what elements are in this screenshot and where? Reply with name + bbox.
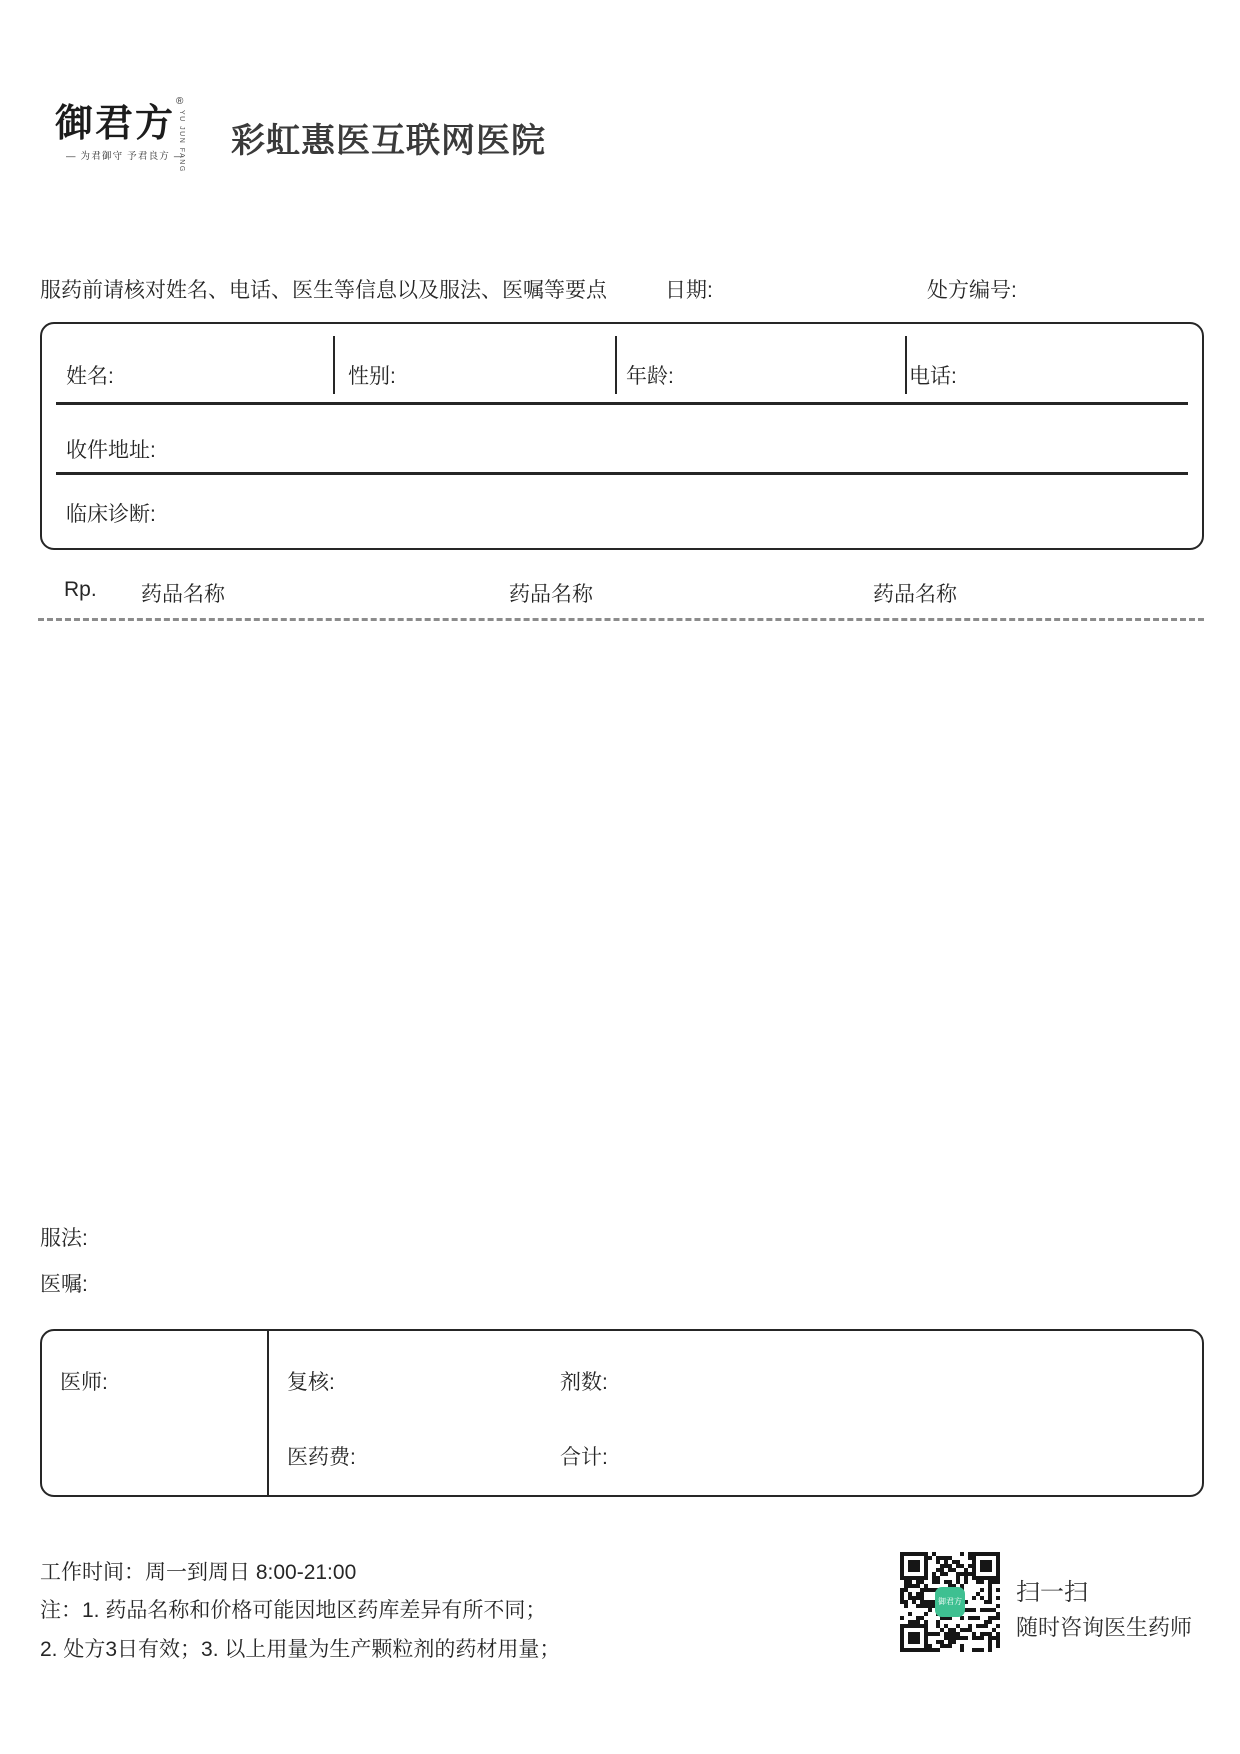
scan-label: 扫一扫 (1016, 1579, 1088, 1606)
column-divider (615, 336, 617, 394)
review-label: 复核: (287, 1371, 335, 1394)
doctor-label: 医师: (60, 1371, 108, 1394)
usage-method-label: 服法: (40, 1227, 88, 1250)
qr-badge-text: 御君方 (938, 1597, 962, 1606)
drug-name-column-header: 药品名称 (873, 583, 957, 606)
prescription-number-label: 处方编号: (927, 279, 1017, 302)
shipping-address-label: 收件地址: (66, 439, 156, 462)
column-divider (333, 336, 335, 394)
gender-field-label: 性别: (348, 365, 396, 388)
brand-logo (55, 100, 176, 145)
doctor-advice-label: 医嘱: (40, 1273, 88, 1296)
hospital-title: 彩虹惠医互联网医院 (231, 122, 546, 160)
total-label: 合计: (560, 1446, 608, 1469)
row-divider (56, 472, 1188, 475)
date-label: 日期: (665, 279, 713, 302)
consult-label: 随时咨询医生药师 (1016, 1615, 1193, 1640)
registered-trademark-icon: ® (176, 96, 184, 107)
doses-label: 剂数: (560, 1371, 608, 1394)
footnote-line2: 2. 处方3日有效；3. 以上用量为生产颗粒剂的药材用量； (40, 1638, 561, 1661)
brand-logo-text: 御君方 (55, 100, 176, 145)
column-divider (267, 1331, 269, 1495)
work-hours-text: 工作时间：周一到周日 8:00-21:00 (40, 1561, 357, 1584)
drug-name-column-header: 药品名称 (141, 583, 225, 606)
clinical-diagnosis-label: 临床诊断: (66, 503, 156, 526)
medicine-fee-label: 医药费: (287, 1446, 356, 1469)
column-divider (905, 336, 907, 394)
name-field-label: 姓名: (66, 365, 114, 388)
row-divider (56, 402, 1188, 405)
signature-fee-box (40, 1329, 1204, 1497)
verification-notice: 服药前请核对姓名、电话、医生等信息以及服法、医嘱等要点 (40, 279, 607, 302)
drug-name-column-header: 药品名称 (509, 583, 593, 606)
rp-label: Rp. (64, 578, 97, 601)
patient-info-box (40, 322, 1204, 550)
brand-pinyin: YU JUN FANG (178, 110, 185, 173)
qr-center-logo-badge (935, 1587, 965, 1617)
age-field-label: 年龄: (626, 365, 674, 388)
phone-field-label: 电话: (909, 365, 957, 388)
brand-tagline: — 为君御守 予君良方 — (66, 151, 185, 162)
footnote-line1: 注：1. 药品名称和价格可能因地区药库差异有所不同； (40, 1599, 547, 1622)
dashed-separator (38, 618, 1204, 621)
